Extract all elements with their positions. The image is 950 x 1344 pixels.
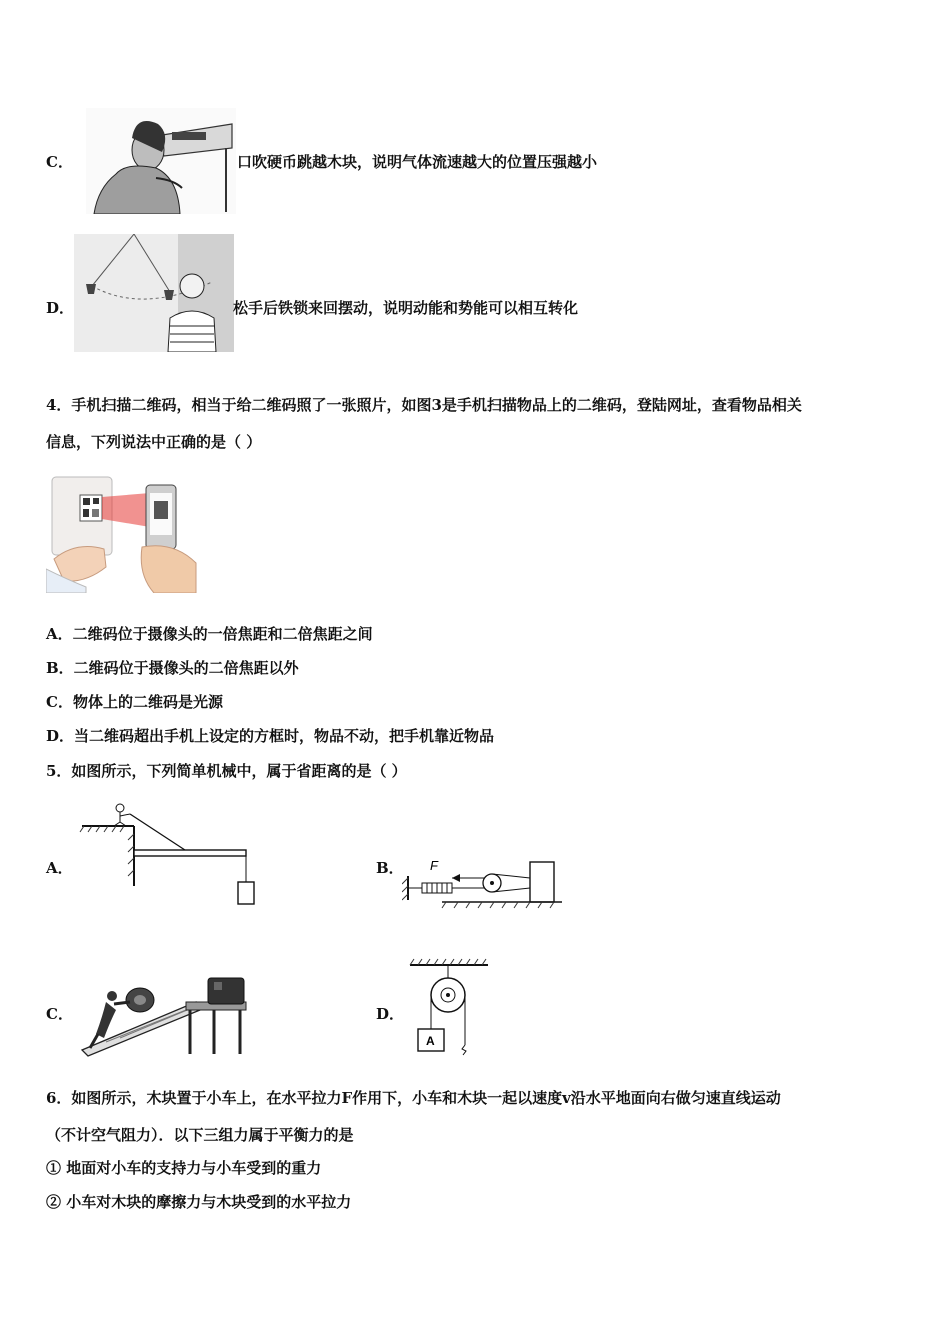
q3-option-c-text: 口吹硬币跳越木块，说明气体流速越大的位置压强越小 — [237, 153, 598, 171]
q4-option-c: C．物体上的二维码是光源 — [46, 693, 223, 711]
q3-option-c-letter: C． — [46, 153, 73, 171]
q6-item-2: ② 小车对木块的摩擦力与木块受到的水平拉力 — [46, 1193, 352, 1211]
q5-option-b-force-label: F — [430, 858, 438, 873]
q6-item-1: ① 地面对小车的支持力与小车受到的重力 — [46, 1159, 322, 1177]
q3-option-d-text: 松手后铁锁来回摆动，说明动能和势能可以相互转化 — [233, 299, 579, 317]
q5-option-b-letter: B． — [376, 859, 404, 877]
q3-option-d-figure — [74, 234, 234, 352]
q5-option-a-lever-figure — [78, 794, 260, 912]
q4-phone-scan-figure — [46, 471, 202, 593]
q6-stem-line1: 6．如图所示，木块置于小车上，在水平拉力F作用下，小车和木块一起以速度v沿水平地面向右做匀速直线运动 — [46, 1089, 781, 1107]
q3-option-d-letter: D． — [46, 299, 75, 317]
q5-option-a-letter: A． — [46, 859, 73, 877]
q5-option-b-pulley-figure — [402, 856, 564, 912]
q5-option-c-letter: C． — [46, 1005, 73, 1023]
q5-option-d-letter: D． — [376, 1005, 405, 1023]
q5-option-d-pulley-figure — [406, 957, 492, 1059]
q5-option-c-ramp-figure — [76, 972, 248, 1058]
q4-option-a: A．二维码位于摄像头的一倍焦距和二倍焦距之间 — [46, 625, 373, 643]
q4-stem-line1: 4．手机扫描二维码，相当于给二维码照了一张照片，如图3是手机扫描物品上的二维码，登陆网址，查看物品相关 — [46, 396, 802, 414]
q3-option-c-figure — [86, 108, 236, 214]
q4-stem-line2: 信息，下列说法中正确的是（ ） — [46, 433, 262, 451]
q5-option-d-block-label: A — [426, 1034, 435, 1048]
q5-stem: 5．如图所示，下列简单机械中，属于省距离的是（ ） — [46, 762, 407, 780]
q4-option-d: D．当二维码超出手机上设定的方框时，物品不动，把手机靠近物品 — [46, 727, 495, 745]
q6-stem-line2: （不计空气阻力）．以下三组力属于平衡力的是 — [46, 1126, 354, 1144]
q4-option-b: B．二维码位于摄像头的二倍焦距以外 — [46, 659, 299, 677]
